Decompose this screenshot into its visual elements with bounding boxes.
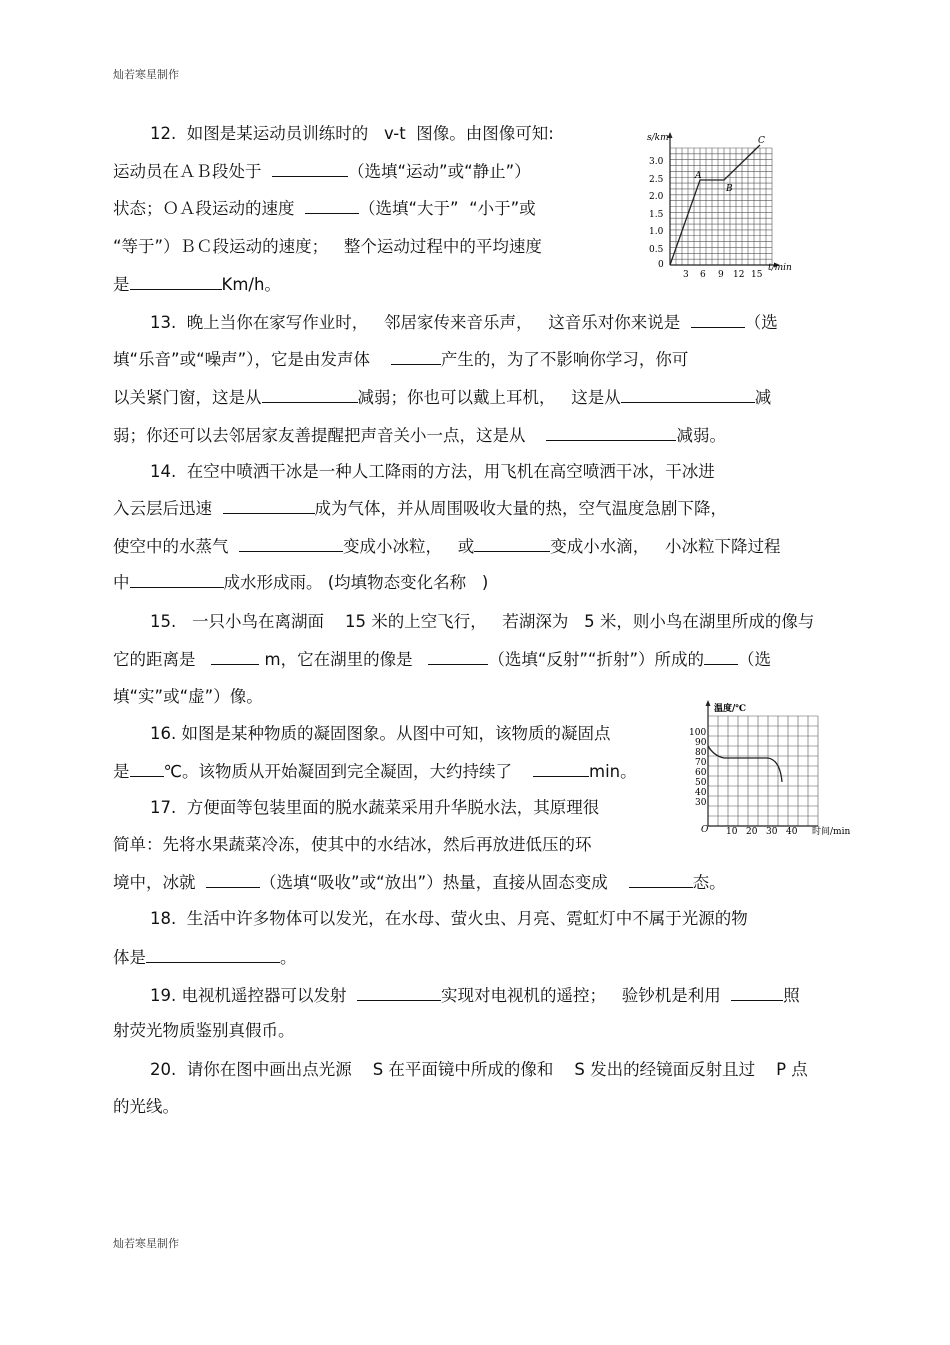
q13-blank-5[interactable] xyxy=(546,424,676,441)
q15-line-2 xyxy=(113,648,771,671)
q19-text: 19. 电视机遥控器可以发射 xyxy=(150,986,357,1005)
cooling-y-tick: 30 xyxy=(695,798,707,808)
st-y-axis-label: s/km xyxy=(647,133,669,143)
q19-line-1 xyxy=(150,984,800,1007)
q13-text: 减弱；你也可以戴上耳机， 这是从 xyxy=(357,388,621,407)
cooling-origin-label: O xyxy=(701,825,709,835)
q15-blank-2[interactable] xyxy=(428,648,488,665)
st-y-tick: 0.5 xyxy=(649,245,664,255)
st-graph xyxy=(640,130,805,278)
q17-text: 境中，冰就 xyxy=(113,873,206,892)
q16-blank-2[interactable] xyxy=(533,760,589,777)
cooling-y-tick: 90 xyxy=(695,738,707,748)
cooling-graph-axes xyxy=(706,700,819,826)
cooling-x-tick: 30 xyxy=(766,827,778,837)
y-axis-arrow xyxy=(706,700,711,706)
q18-line-1: 18. 生活中许多物体可以发光，在水母、萤火虫、月亮、霓虹灯中不属于光源的物 xyxy=(150,909,748,928)
q14-text: 入云层后迅速 xyxy=(113,499,223,518)
page-footer: 灿若寒星制作 xyxy=(113,1237,179,1250)
q14-line-4 xyxy=(113,571,488,594)
q15-blank-1[interactable] xyxy=(211,648,259,665)
q19-text: 照 xyxy=(783,986,800,1005)
q13-blank-4[interactable] xyxy=(621,386,755,403)
q14-line-1: 14. 在空中喷洒干冰是一种人工降雨的方法，用飞机在高空喷洒干冰，干冰进 xyxy=(150,462,715,481)
st-x-tick: 12 xyxy=(733,270,745,278)
q16-text: ℃。该物质从开始凝固到完全凝固，大约持续了 xyxy=(163,762,534,781)
q19-blank-1[interactable] xyxy=(357,984,441,1001)
q14-line-2 xyxy=(113,497,727,520)
q12-blank-2[interactable] xyxy=(305,197,359,214)
q13-text: 填“乐音”或“噪声”），它是由发声体 xyxy=(113,350,391,369)
q12-line-1: 12. 如图是某运动员训练时的 v-t 图像。由图像可知: xyxy=(150,124,554,143)
q18-text: 。 xyxy=(280,948,297,967)
q12-blank-3[interactable] xyxy=(130,273,222,290)
q13-blank-3[interactable] xyxy=(262,386,358,403)
q20-line-2: 的光线。 xyxy=(113,1097,179,1116)
cooling-y-tick: 60 xyxy=(695,768,707,778)
cooling-x-tick: 20 xyxy=(746,827,758,837)
q17-text: （选填“吸收”或“放出”）热量，直接从固态变成 xyxy=(260,873,629,892)
q12-text: （选填“大于” “小于”或 xyxy=(359,199,536,218)
cooling-y-tick: 40 xyxy=(695,788,707,798)
cooling-y-ticks xyxy=(689,728,707,808)
cooling-x-tick: 10 xyxy=(726,827,738,837)
point-c-label: C xyxy=(758,136,765,146)
st-x-axis-label: t/min xyxy=(768,263,792,273)
q15-blank-3[interactable] xyxy=(704,648,738,665)
q12-line-4: “等于”）ＢＣ段运动的速度； 整个运动过程中的平均速度 xyxy=(113,237,542,256)
q13-line-1 xyxy=(150,311,778,334)
q13-text: 减弱。 xyxy=(676,426,726,445)
st-y-tick: 1.5 xyxy=(649,210,664,220)
point-a-label: A xyxy=(695,171,702,181)
q13-text: 产生的，为了不影响你学习，你可 xyxy=(440,350,689,369)
q13-line-4 xyxy=(113,424,726,447)
q16-line-1: 16. 如图是某种物质的凝固图象。从图中可知，该物质的凝固点 xyxy=(150,724,611,743)
q12-text: 是 xyxy=(113,275,130,294)
q12-blank-1[interactable] xyxy=(272,160,348,177)
q13-blank-2[interactable] xyxy=(391,348,441,365)
q12-line-3 xyxy=(113,197,536,220)
q14-text: 成水形成雨。 (均填物态变化名称 ) xyxy=(223,573,489,592)
cooling-y-tick: 50 xyxy=(695,778,707,788)
cooling-x-axis-label: 时间/min xyxy=(812,827,851,837)
q12-text: （选填“运动”或“静止”） xyxy=(348,162,531,181)
st-graph-grid xyxy=(670,148,772,265)
q15-line-1: 15. 一只小鸟在离湖面 15 米的上空飞行， 若湖深为 5 米，则小鸟在湖里所成的像与 xyxy=(150,612,815,631)
q15-text: m，它在湖里的像是 xyxy=(259,650,429,669)
q16-line-2 xyxy=(113,760,637,783)
q18-text: 体是 xyxy=(113,948,146,967)
st-x-tick: 9 xyxy=(718,270,724,278)
q14-blank-4[interactable] xyxy=(130,571,224,588)
cooling-y-tick: 80 xyxy=(695,748,707,758)
q13-line-3 xyxy=(113,386,771,409)
q13-text: 减 xyxy=(754,388,772,407)
cooling-x-tick: 40 xyxy=(786,827,798,837)
q15-text: 它的距离是 xyxy=(113,650,212,669)
st-x-tick: 3 xyxy=(683,270,689,278)
q12-line-2 xyxy=(113,160,531,183)
cooling-y-tick: 100 xyxy=(689,728,707,738)
q17-blank-2[interactable] xyxy=(629,871,693,888)
st-x-tick: 6 xyxy=(700,270,706,278)
q14-line-3 xyxy=(113,535,781,558)
st-y-tick: 3.0 xyxy=(649,157,664,167)
st-graph-line xyxy=(670,145,760,265)
q13-text: （选 xyxy=(744,313,778,332)
q13-text: 弱；你还可以去邻居家友善提醒把声音关小一点，这是从 xyxy=(113,426,547,445)
q12-text: Km/h。 xyxy=(221,275,281,294)
q12-text: 运动员在ＡＢ段处于 xyxy=(113,162,272,181)
q14-blank-3[interactable] xyxy=(474,535,550,552)
st-x-ticks xyxy=(683,270,763,278)
q16-blank-1[interactable] xyxy=(130,760,164,777)
q17-line-3 xyxy=(113,871,726,894)
q15-text: （选填“反射”“折射”）所成的 xyxy=(488,650,705,669)
point-b-label: B xyxy=(726,184,733,194)
q17-text: 态。 xyxy=(692,873,726,892)
st-y-tick: 2.0 xyxy=(649,192,664,202)
q19-line-2: 射荧光物质鉴别真假币。 xyxy=(113,1021,295,1040)
q12-text: 状态；ＯＡ段运动的速度 xyxy=(113,199,305,218)
cooling-x-ticks xyxy=(726,827,798,837)
st-origin-label: 0 xyxy=(658,260,664,270)
q13-blank-1[interactable] xyxy=(691,311,745,328)
st-x-tick: 15 xyxy=(751,270,763,278)
page-header: 灿若寒星制作 xyxy=(113,68,179,81)
q14-text: 使空中的水蒸气 xyxy=(113,537,239,556)
q14-blank-2[interactable] xyxy=(239,535,343,552)
cooling-y-tick: 70 xyxy=(695,758,707,768)
cooling-y-axis-label: 温度/℃ xyxy=(714,704,747,714)
q13-line-2 xyxy=(113,348,688,371)
q13-text: 13. 晚上当你在家写作业时， 邻居家传来音乐声， 这音乐对你来说是 xyxy=(150,313,691,332)
q14-text: 中 xyxy=(113,573,130,592)
q15-line-3: 填“实”或“虚”）像。 xyxy=(113,687,263,706)
cooling-curve xyxy=(708,746,782,782)
cooling-graph-grid xyxy=(708,716,818,826)
q19-text: 实现对电视机的遥控； 验钞机是利用 xyxy=(440,986,732,1005)
q14-text: 变成小冰粒， 或 xyxy=(343,537,475,556)
q20-line-1: 20. 请你在图中画出点光源 S 在平面镜中所成的像和 S 发出的经镜面反射且过 P 点 xyxy=(150,1060,808,1079)
q14-blank-1[interactable] xyxy=(223,497,315,514)
q13-text: 以关紧门窗，这是从 xyxy=(113,388,262,407)
st-y-tick: 2.5 xyxy=(649,175,664,185)
q17-blank-1[interactable] xyxy=(206,871,260,888)
q18-blank-1[interactable] xyxy=(146,946,280,963)
q16-text: 是 xyxy=(113,762,130,781)
q14-text: 成为气体，并从周围吸收大量的热，空气温度急剧下降， xyxy=(314,499,727,518)
q14-text: 变成小水滴， 小冰粒下降过程 xyxy=(550,537,781,556)
q17-line-2: 简单：先将水果蔬菜冷冻，使其中的水结冰，然后再放进低压的环 xyxy=(113,835,592,854)
cooling-graph xyxy=(688,698,860,840)
q12-line-5 xyxy=(113,273,281,296)
q17-line-1: 17. 方便面等包装里面的脱水蔬菜采用升华脱水法，其原理很 xyxy=(150,798,600,817)
q16-text: min。 xyxy=(589,762,637,781)
q18-line-2 xyxy=(113,946,297,969)
q15-text: （选 xyxy=(738,650,772,669)
st-y-ticks xyxy=(649,157,664,255)
st-y-tick: 1.0 xyxy=(649,227,664,237)
q19-blank-2[interactable] xyxy=(731,984,783,1001)
